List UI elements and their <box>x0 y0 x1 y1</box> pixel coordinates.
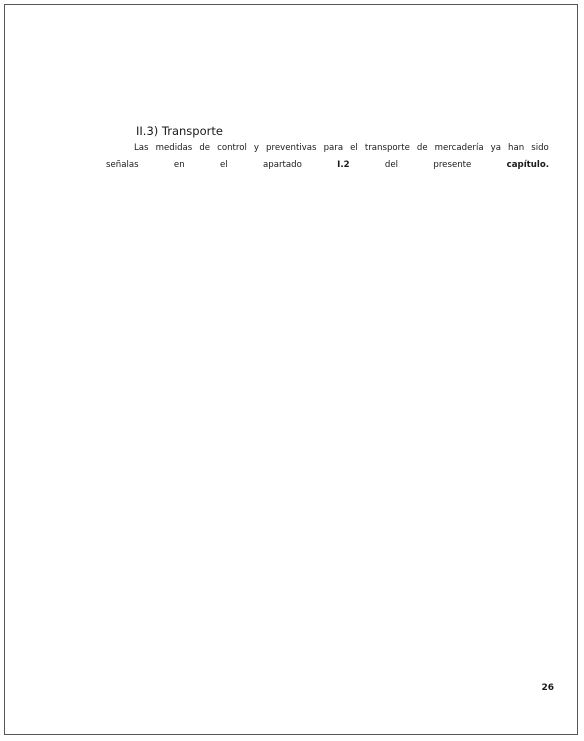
word: Las <box>134 143 149 153</box>
word: presente <box>433 160 472 170</box>
page-number: 26 <box>541 683 554 693</box>
word: medidas <box>155 143 193 153</box>
document-page <box>4 4 578 735</box>
word: y <box>253 143 260 153</box>
section-reference: I.2 <box>337 160 350 170</box>
word: de <box>416 143 428 153</box>
word: de <box>199 143 211 153</box>
word: capítulo. <box>506 160 549 170</box>
word: el <box>350 143 358 153</box>
word: mercadería <box>434 143 484 153</box>
word: señalas <box>106 160 139 170</box>
word: han <box>508 143 525 153</box>
word: para <box>323 143 344 153</box>
section-heading: II.3) Transporte <box>136 124 223 138</box>
word: transporte <box>364 143 410 153</box>
word: apartado <box>262 160 302 170</box>
paragraph-line-1 <box>106 143 549 153</box>
paragraph-line-2 <box>106 160 549 170</box>
word: preventivas <box>266 143 317 153</box>
word: el <box>219 160 228 170</box>
word: sido <box>531 143 549 153</box>
word: control <box>217 143 247 153</box>
word: del <box>384 160 399 170</box>
word: en <box>173 160 185 170</box>
word: ya <box>490 143 501 153</box>
